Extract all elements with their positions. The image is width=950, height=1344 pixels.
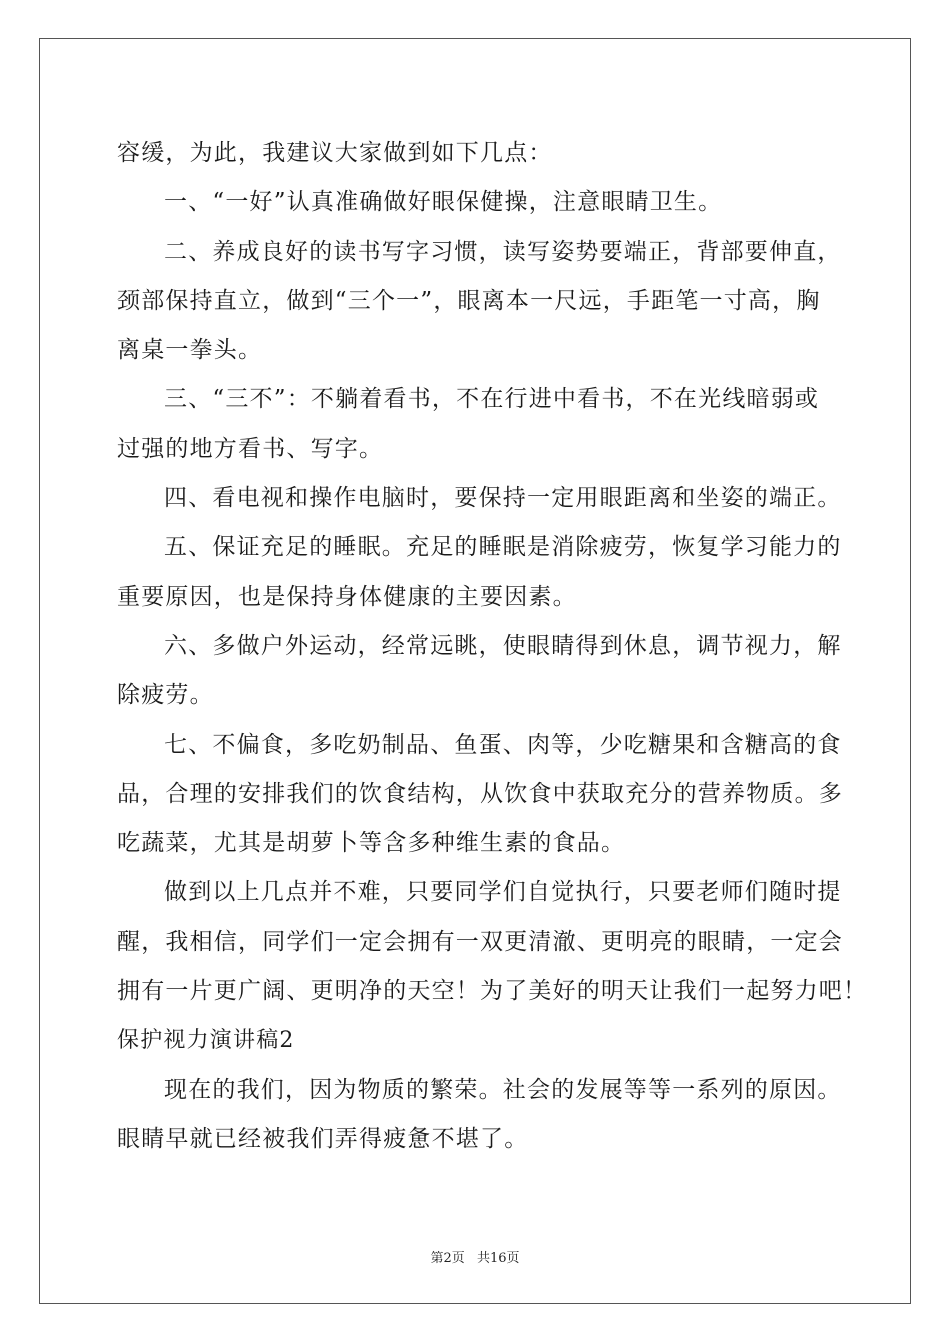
page-number: 第2页 <box>430 1251 465 1266</box>
text-line: 拥有一片更广阔、更明净的天空！为了美好的明天让我们一起努力吧！ <box>117 978 868 1005</box>
text-line: 除疲劳。 <box>117 682 214 709</box>
section-heading: 保护视力演讲稿2 <box>117 1028 295 1054</box>
text-line: 眼睛早就已经被我们弄得疲惫不堪了。 <box>117 1125 529 1152</box>
text-line: 四、看电视和操作电脑时，要保持一定用眼距离和坐姿的端正。 <box>164 485 842 512</box>
page-footer <box>0 1247 950 1266</box>
document-body <box>117 129 868 1164</box>
text-line: 五、保证充足的睡眠。充足的睡眠是消除疲劳，恢复学习能力的 <box>164 534 842 561</box>
text-line: 颈部保持直立，做到“三个一”，眼离本一尺远，手距笔一寸高，胸 <box>117 287 821 314</box>
text-line: 容缓，为此，我建议大家做到如下几点： <box>117 140 553 166</box>
text-line: 醒，我相信，同学们一定会拥有一双更清澈、更明亮的眼睛，一定会 <box>117 928 843 955</box>
page-total: 共16页 <box>476 1251 520 1266</box>
text-line: 离桌一拳头。 <box>117 337 263 364</box>
text-line: 现在的我们，因为物质的繁荣。社会的发展等等一系列的原因。 <box>164 1076 842 1103</box>
text-line: 重要原因，也是保持身体健康的主要因素。 <box>117 583 577 610</box>
text-line: 品，合理的安排我们的饮食结构，从饮食中获取充分的营养物质。多 <box>117 780 843 807</box>
text-line: 做到以上几点并不难，只要同学们自觉执行，只要老师们随时提 <box>164 879 842 906</box>
text-line: 过强的地方看书、写字。 <box>117 435 384 462</box>
text-line: 二、养成良好的读书写字习惯，读写姿势要端正，背部要伸直， <box>164 238 842 265</box>
text-line: 六、多做户外运动，经常远眺，使眼睛得到休息，调节视力，解 <box>164 632 842 659</box>
text-line: 一、“一好”认真准确做好眼保健操，注意眼睛卫生。 <box>164 189 723 216</box>
text-line: 三、“三不”：不躺着看书，不在行进中看书，不在光线暗弱或 <box>164 386 820 413</box>
text-line: 吃蔬菜，尤其是胡萝卜等含多种维生素的食品。 <box>117 830 626 857</box>
text-line: 七、不偏食，多吃奶制品、鱼蛋、肉等，少吃糖果和含糖高的食 <box>164 731 842 758</box>
